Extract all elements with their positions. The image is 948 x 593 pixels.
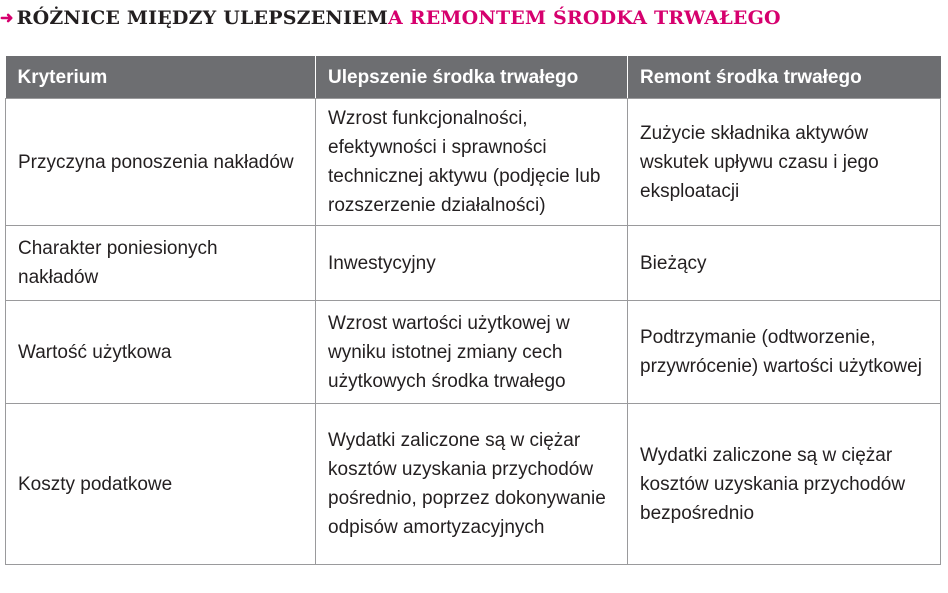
heading-part-2: A REMONTEM ŚRODKA TRWAŁEGO <box>387 7 781 29</box>
heading-part-1: RÓŻNICE MIĘDZY ULEPSZENIEM <box>16 7 388 29</box>
repair-cell: Wydatki zaliczone są w ciężar kosztów uzyskania przychodów bezpośrednio <box>628 404 941 565</box>
table-row <box>6 99 941 226</box>
improvement-cell: Inwestycyjny <box>316 226 628 301</box>
improvement-cell: Wzrost wartości użytkowej w wyniku istotnej zmiany cech użytkowych środka trwałego <box>316 301 628 404</box>
column-header-criterion: Kryterium <box>6 56 316 99</box>
comparison-table <box>5 56 941 565</box>
arrow-right-icon: ➜ <box>0 8 14 27</box>
criterion-cell: Charakter poniesionych nakładów <box>6 226 316 301</box>
header-row <box>6 56 941 99</box>
improvement-cell: Wydatki zaliczone są w ciężar kosztów uzyskania przychodów pośrednio, poprzez dokonywanie odpisów amortyzacyjnych <box>316 404 628 565</box>
column-header-improvement: Ulepszenie środka trwałego <box>316 56 628 99</box>
repair-cell: Zużycie składnika aktywów wskutek upływu czasu i jego eksploatacji <box>628 99 941 226</box>
criterion-cell: Przyczyna ponoszenia nakładów <box>6 99 316 226</box>
table-row <box>6 226 941 301</box>
repair-cell: Podtrzymanie (odtworzenie, przywrócenie) wartości użytkowej <box>628 301 941 404</box>
repair-cell: Bieżący <box>628 226 941 301</box>
criterion-cell: Koszty podatkowe <box>6 404 316 565</box>
table-row <box>6 404 941 565</box>
table-row <box>6 301 941 404</box>
column-header-repair: Remont środka trwałego <box>628 56 941 99</box>
table-heading <box>0 2 781 34</box>
improvement-cell: Wzrost funkcjonalności, efektywności i sprawności technicznej aktywu (podjęcie lub rozszerzenie działalności) <box>316 99 628 226</box>
criterion-cell: Wartość użytkowa <box>6 301 316 404</box>
